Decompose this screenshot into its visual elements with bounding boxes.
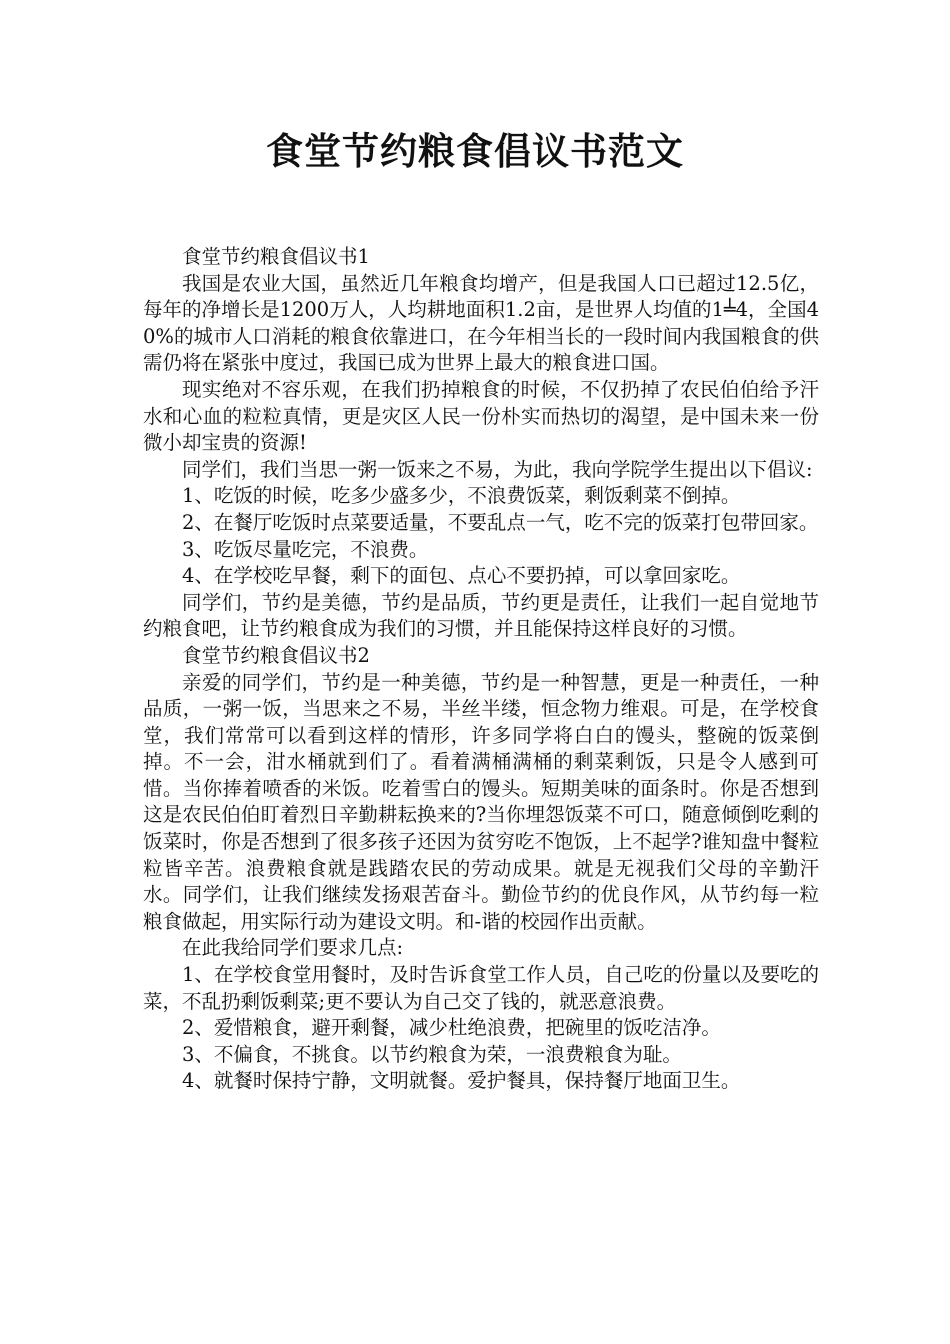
document-title: 食堂节约粮食倡议书范文 [266, 130, 684, 173]
paragraph: 现实绝对不容乐观，在我们扔掉粮食的时候，不仅扔掉了农民伯伯给予汗水和心血的粒粒真情，更是灾区人民一份朴实而热切的渴望，是中国未来一份微小却宝贵的资源! [143, 377, 819, 455]
list-item: 1、在学校食堂用餐时，及时告诉食堂工作人员，自己吃的份量以及要吃的菜，不乱扔剩饭剩菜;更不要认为自己交了钱的，就恶意浪费。 [143, 963, 819, 1013]
paragraph: 同学们，我们当思一粥一饭来之不易，为此，我向学院学生提出以下倡议: [182, 457, 813, 481]
paragraph: 亲爱的同学们，节约是一种美德，节约是一种智慧，更是一种责任，一种品质，一粥一饭，当思来之不易，半丝半缕，恒念物力维艰。可是，在学校食堂，我们常常可以看到这样的情形，许多同学将白白的馒头，整碗的饭菜倒掉。不一会，泔水桶就到们了。看着满桶满桶的剩菜剩饭，只是令人感到可惜。当你捧着喷香的米饭。吃着雪白的馒头。短期美味的面条时。你是否想到这是农民伯伯盯着烈日辛勤耕耘换来的?当你埋怨饭菜不可口，随意倾倒吃剩的饭菜时，你是否想到了很多孩子还因为贫穷吃不饱饭，上不起学?谁知盘中餐粒粒皆辛苦。浪费粮食就是践踏农民的劳动成果。就是无视我们父母的辛勤汗水。同学们，让我们继续发扬艰苦奋斗。勤俭节约的优良作风，从节约每一粒粮食做起，用实际行动为建设文明。和-谐的校园作出贡献。 [143, 670, 819, 933]
list-item: 2、爱惜粮食，避开剩餐，减少杜绝浪费，把碗里的饭吃洁净。 [182, 1016, 721, 1040]
paragraph: 同学们，节约是美德，节约是品质，节约更是责任，让我们一起自觉地节约粮食吧，让节约粮食成为我们的习惯，并且能保持这样良好的习惯。 [143, 590, 819, 641]
paragraph: 我国是农业大国，虽然近几年粮食均增产，但是我国人口已超过12.5亿，每年的净增长是1200万人，人均耕地面积1.2亩，是世界人均值的1╧4，全国40%的城市人口消耗的粮食依靠进口，在今年相当长的一段时间内我国粮食的供需仍将在紧张中度过，我国已成为世界上最大的粮食进口国。 [143, 271, 819, 375]
document-body [143, 244, 819, 1095]
list-item: 1、吃饭的时候，吃多少盛多少，不浪费饭菜，剩饭剩菜不倒掉。 [182, 484, 741, 508]
list-item: 4、在学校吃早餐，剩下的面包、点心不要扔掉，可以拿回家吃。 [182, 564, 741, 588]
paragraph: 在此我给同学们要求几点: [182, 936, 404, 960]
list-item: 3、不偏食，不挑食。以节约粮食为荣，一浪费粮食为耻。 [182, 1042, 682, 1066]
list-item: 3、吃饭尽量吃完，不浪费。 [182, 537, 429, 561]
list-item: 2、在餐厅吃饭时点菜要适量，不要乱点一气，吃不完的饭菜打包带回家。 [182, 510, 819, 534]
section-heading-2: 食堂节约粮食倡议书2 [182, 643, 370, 667]
section-heading-1: 食堂节约粮食倡议书1 [182, 245, 370, 268]
list-item: 4、就餐时保持宁静，文明就餐。爱护餐具，保持餐厅地面卫生。 [182, 1069, 741, 1093]
